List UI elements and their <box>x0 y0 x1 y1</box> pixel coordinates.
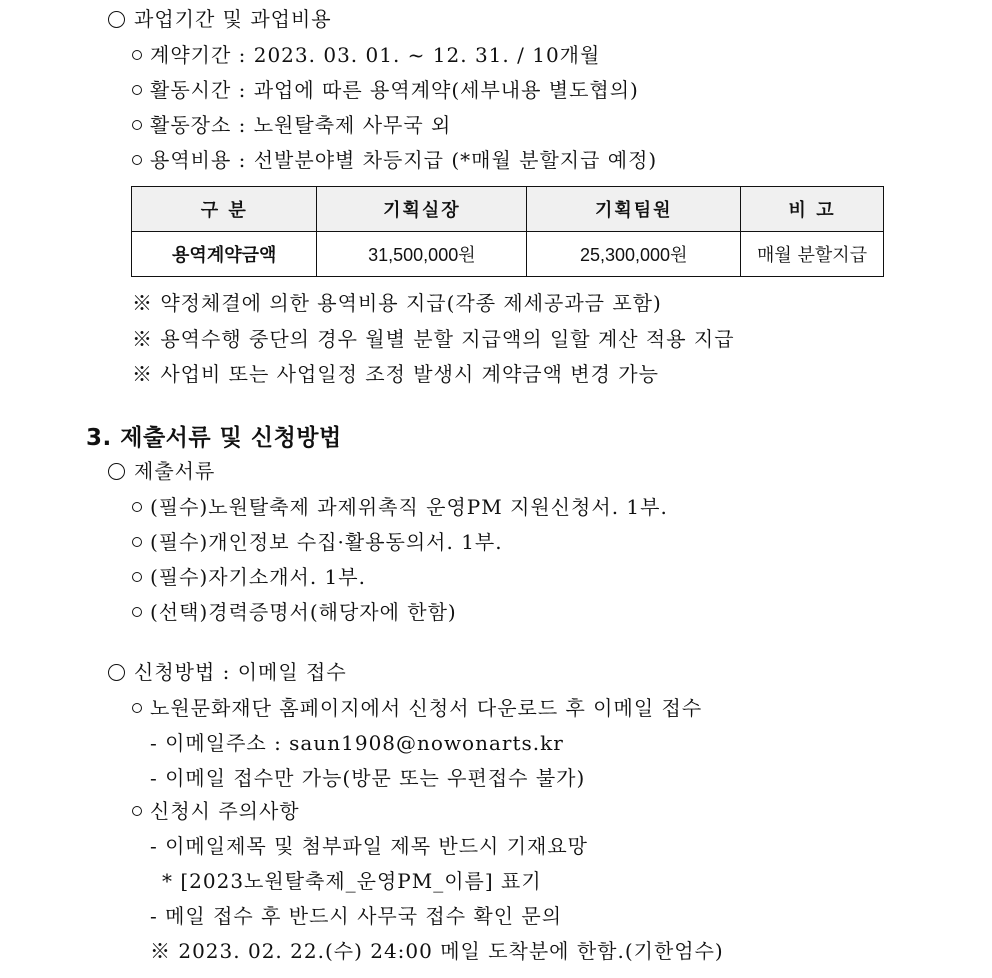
small-circle-bullet-icon <box>132 502 142 512</box>
open-circle-bullet-icon <box>108 11 125 28</box>
small-circle-bullet-icon <box>132 537 142 547</box>
period-item-hours: 활동시간 : 과업에 따른 용역계약(세부내용 별도협의) <box>132 75 639 105</box>
small-circle-bullet-icon <box>132 703 142 713</box>
fee-header-member: 기획팀원 <box>527 187 741 232</box>
section3-heading: 3. 제출서류 및 신청방법 <box>86 425 342 451</box>
fee-chief-amount: 31,500,000원 <box>317 232 527 277</box>
small-circle-bullet-icon <box>132 120 142 130</box>
fee-note: 매월 분할지급 <box>741 232 884 277</box>
fee-header-category: 구 분 <box>132 187 317 232</box>
small-circle-bullet-icon <box>132 155 142 165</box>
method-title: 신청방법 : 이메일 접수 <box>108 657 347 687</box>
document-item-intro: (필수)자기소개서. 1부. <box>132 562 366 592</box>
period-item-location: 활동장소 : 노원탈축제 사무국 외 <box>132 110 451 140</box>
small-circle-bullet-icon <box>132 607 142 617</box>
period-title: 과업기간 및 과업비용 <box>108 4 332 34</box>
caution-confirm: - 메일 접수 후 반드시 사무국 접수 확인 문의 <box>150 904 563 928</box>
period-item-contract: 계약기간 : 2023. 03. 01. ~ 12. 31. / 10개월 <box>132 40 600 70</box>
caution-subject-format: * [2023노원탈축제_운영PM_이름] 표기 <box>162 869 542 893</box>
fee-table-row <box>132 232 884 277</box>
caution-email-subject: - 이메일제목 및 첨부파일 제목 반드시 기재요망 <box>150 834 588 858</box>
document-item-application: (필수)노원탈축제 과제위촉직 운영PM 지원신청서. 1부. <box>132 492 668 522</box>
fee-row-label: 용역계약금액 <box>132 232 317 277</box>
note-suspension: ※ 용역수행 중단의 경우 월별 분할 지급액의 일할 계산 적용 지급 <box>132 327 735 351</box>
fee-header-chief: 기획실장 <box>317 187 527 232</box>
fee-table-header-row <box>132 187 884 232</box>
period-item-cost: 용역비용 : 선발분야별 차등지급 (*매월 분할지급 예정) <box>132 145 657 175</box>
method-item-download: 노원문화재단 홈페이지에서 신청서 다운로드 후 이메일 접수 <box>132 693 702 723</box>
email-only-line: - 이메일 접수만 가능(방문 또는 우편접수 불가) <box>150 766 586 790</box>
note-contract-payment: ※ 약정체결에 의한 용역비용 지급(각종 제세공과금 포함) <box>132 291 662 315</box>
fee-table <box>131 186 884 277</box>
small-circle-bullet-icon <box>132 50 142 60</box>
document-item-privacy: (필수)개인정보 수집·활용동의서. 1부. <box>132 527 503 557</box>
small-circle-bullet-icon <box>132 806 142 816</box>
open-circle-bullet-icon <box>108 664 125 681</box>
fee-header-note: 비 고 <box>741 187 884 232</box>
small-circle-bullet-icon <box>132 572 142 582</box>
fee-member-amount: 25,300,000원 <box>527 232 741 277</box>
caution-title: 신청시 주의사항 <box>132 796 300 826</box>
document-item-career: (선택)경력증명서(해당자에 한함) <box>132 597 457 627</box>
small-circle-bullet-icon <box>132 85 142 95</box>
email-address-line: - 이메일주소 : saun1908@nowonarts.kr <box>150 731 564 755</box>
deadline-note: ※ 2023. 02. 22.(수) 24:00 메일 도착분에 한함.(기한엄수) <box>150 939 724 963</box>
open-circle-bullet-icon <box>108 463 125 480</box>
note-change: ※ 사업비 또는 사업일정 조정 발생시 계약금액 변경 가능 <box>132 362 659 386</box>
documents-title: 제출서류 <box>108 456 215 486</box>
